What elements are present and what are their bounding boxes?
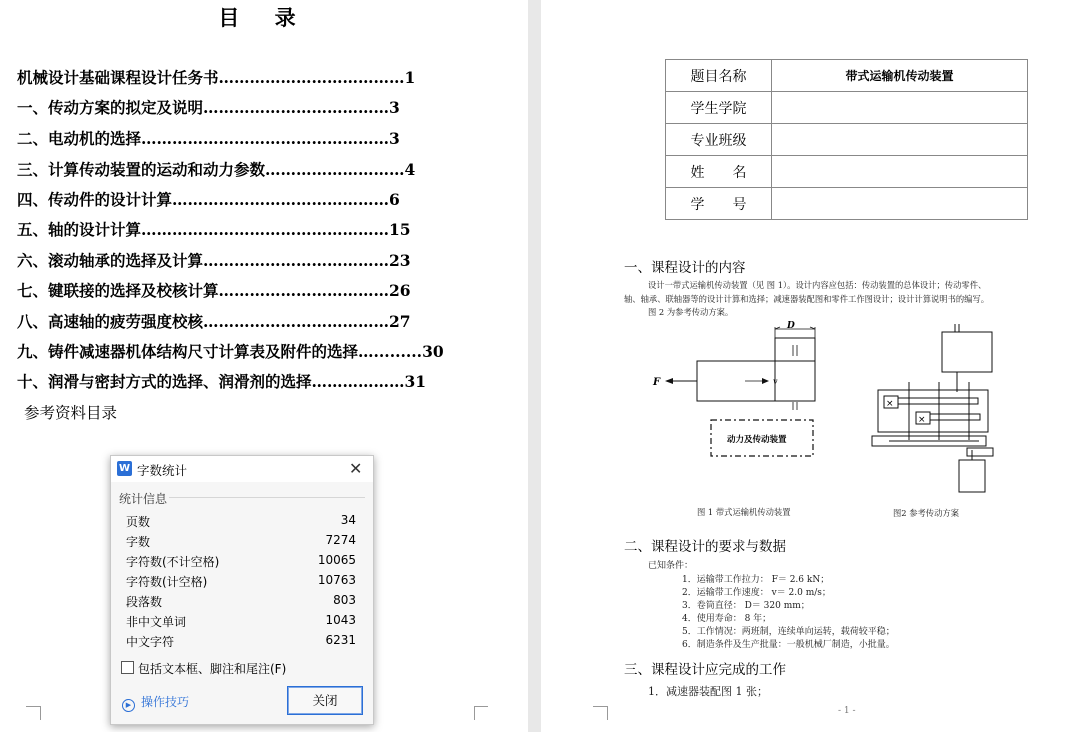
- figure-1-caption: 图 1 带式运输机传动装置: [697, 507, 791, 517]
- toc-entry[interactable]: 三、计算传动装置的运动和动力参数………………………4: [17, 160, 416, 179]
- toc-entry[interactable]: 一、传动方案的拟定及说明………………………………3: [17, 98, 400, 117]
- toc-entry[interactable]: 九、铸件减速器机体结构尺寸计算表及附件的选择….........30: [17, 342, 444, 361]
- stat-value: 803: [333, 593, 356, 607]
- cover-label: 姓 名: [666, 156, 772, 188]
- known-conditions: 已知条件：: [648, 561, 694, 571]
- crop-mark: [474, 706, 488, 707]
- paragraph-line: 图 2 为参考传动方案。: [648, 307, 734, 317]
- stat-value: 10763: [317, 573, 356, 587]
- include-textbox-footnotes-label[interactable]: 包括文本框、脚注和尾注(F): [138, 662, 287, 676]
- figure-1-box-label: 动力及传动装置: [727, 435, 787, 445]
- stat-value: 34: [340, 513, 356, 527]
- crop-mark: [40, 706, 41, 720]
- toc-entry[interactable]: 四、传动件的设计计算……………………………………6: [17, 190, 400, 209]
- stat-label: 中文字符: [126, 635, 175, 649]
- group-divider: [169, 497, 365, 498]
- paragraph-line: 轴、轴承、联轴器等的设计计算和选择；减速器装配图和零件工作图设计；设计计算说明书的编写。: [624, 294, 990, 304]
- stat-row: [126, 633, 356, 649]
- toc-entry[interactable]: 参考资料目录: [24, 404, 118, 422]
- stat-row: [126, 553, 356, 569]
- page-number: - 1 -: [838, 706, 856, 716]
- toc-title: 目 录: [218, 5, 310, 30]
- cover-value[interactable]: [772, 92, 1028, 124]
- document-page: [541, 0, 1066, 732]
- section-heading: 二、课程设计的要求与数据: [624, 539, 786, 555]
- stat-label: 段落数: [126, 595, 163, 609]
- figure-2-caption: 图2 参考传动方案: [893, 508, 959, 518]
- figure-1-label-d: D: [787, 321, 795, 331]
- stat-value: 7274: [325, 533, 356, 547]
- tips-label[interactable]: 操作技巧: [141, 695, 190, 709]
- requirement-item: 2．运输带工作速度： v＝ 2.0 m/s；: [682, 588, 831, 598]
- cover-label: 专业班级: [666, 124, 772, 156]
- requirement-item: 3．卷筒直径： D＝ 320 mm；: [682, 601, 810, 611]
- cover-value[interactable]: [772, 188, 1028, 220]
- stat-row: [126, 573, 356, 589]
- crop-mark: [593, 706, 607, 707]
- cover-label: 学 号: [666, 188, 772, 220]
- dialog-titlebar[interactable]: [111, 456, 373, 482]
- cover-value[interactable]: 带式运输机传动装置: [772, 60, 1028, 92]
- include-textbox-footnotes-checkbox[interactable]: [121, 661, 134, 674]
- stat-value: 10065: [317, 553, 356, 567]
- cover-value[interactable]: [772, 156, 1028, 188]
- cover-value[interactable]: [772, 124, 1028, 156]
- requirement-item: 4．使用寿命： 8 年；: [682, 614, 772, 624]
- play-circle-icon: ▶: [122, 699, 135, 712]
- dialog-title: 字数统计: [137, 463, 188, 478]
- toc-entry[interactable]: 五、轴的设计计算…………………………………………15: [17, 220, 411, 239]
- stat-value: 1043: [325, 613, 356, 627]
- cover-info-table: [665, 59, 1028, 220]
- crop-mark: [607, 706, 608, 720]
- stat-row: [126, 593, 356, 609]
- stat-label: 字数: [126, 535, 151, 549]
- requirement-item: 6．制造条件及生产批量：一般机械厂制造，小批量。: [682, 640, 895, 650]
- stat-value: 6231: [325, 633, 356, 647]
- stat-label: 非中文单词: [126, 615, 187, 629]
- close-icon[interactable]: ✕: [349, 459, 363, 478]
- figure-1-label-v: v: [773, 377, 778, 386]
- cover-label: 学生学院: [666, 92, 772, 124]
- requirement-item: 1．运输带工作拉力： F＝ 2.6 kN；: [682, 575, 830, 585]
- figure-2-mark: ×: [918, 415, 926, 425]
- cover-label: 题目名称: [666, 60, 772, 92]
- toc-entry[interactable]: 机械设计基础课程设计任务书………………………………1: [17, 68, 416, 87]
- stat-label: 字符数(计空格): [126, 575, 208, 589]
- figure-1-belt-conveyor: [641, 318, 831, 463]
- section-heading: 一、课程设计的内容: [624, 260, 746, 276]
- work-item: 1．减速器装配图 1 张；: [648, 685, 768, 698]
- tips-link[interactable]: [122, 693, 189, 712]
- close-button[interactable]: 关闭: [287, 686, 363, 715]
- stats-group-label: 统计信息: [119, 492, 168, 506]
- paragraph-line: 设计一带式运输机传动装置（见 图 1）。设计内容应包括：传动装置的总体设计；传动零件、: [648, 280, 987, 290]
- toc-entry[interactable]: 七、键联接的选择及校核计算……………………………26: [17, 281, 411, 300]
- toc-entry[interactable]: 十、润滑与密封方式的选择、润滑剂的选择………………31: [17, 372, 427, 391]
- requirement-item: 5．工作情况：两班制，连续单向运转，载荷较平稳；: [682, 627, 895, 637]
- figure-1-label-f: F: [653, 377, 661, 388]
- stat-row: [126, 513, 356, 529]
- stat-row: [126, 613, 356, 629]
- stat-label: 字符数(不计空格): [126, 555, 220, 569]
- toc-entry[interactable]: 二、电动机的选择…………………………………………3: [17, 129, 400, 148]
- figure-2-mark: ×: [886, 399, 894, 409]
- crop-mark: [474, 706, 475, 720]
- stat-label: 页数: [126, 515, 151, 529]
- figure-2-transmission-scheme: [869, 322, 999, 502]
- stat-row: [126, 533, 356, 549]
- section-heading: 三、课程设计应完成的工作: [624, 662, 786, 678]
- crop-mark: [26, 706, 40, 707]
- toc-entry[interactable]: 六、滚动轴承的选择及计算………………………………23: [17, 251, 411, 270]
- wps-writer-icon: W: [118, 463, 131, 474]
- toc-entry[interactable]: 八、高速轴的疲劳强度校核………………………………27: [17, 312, 411, 331]
- word-count-dialog: [110, 455, 374, 725]
